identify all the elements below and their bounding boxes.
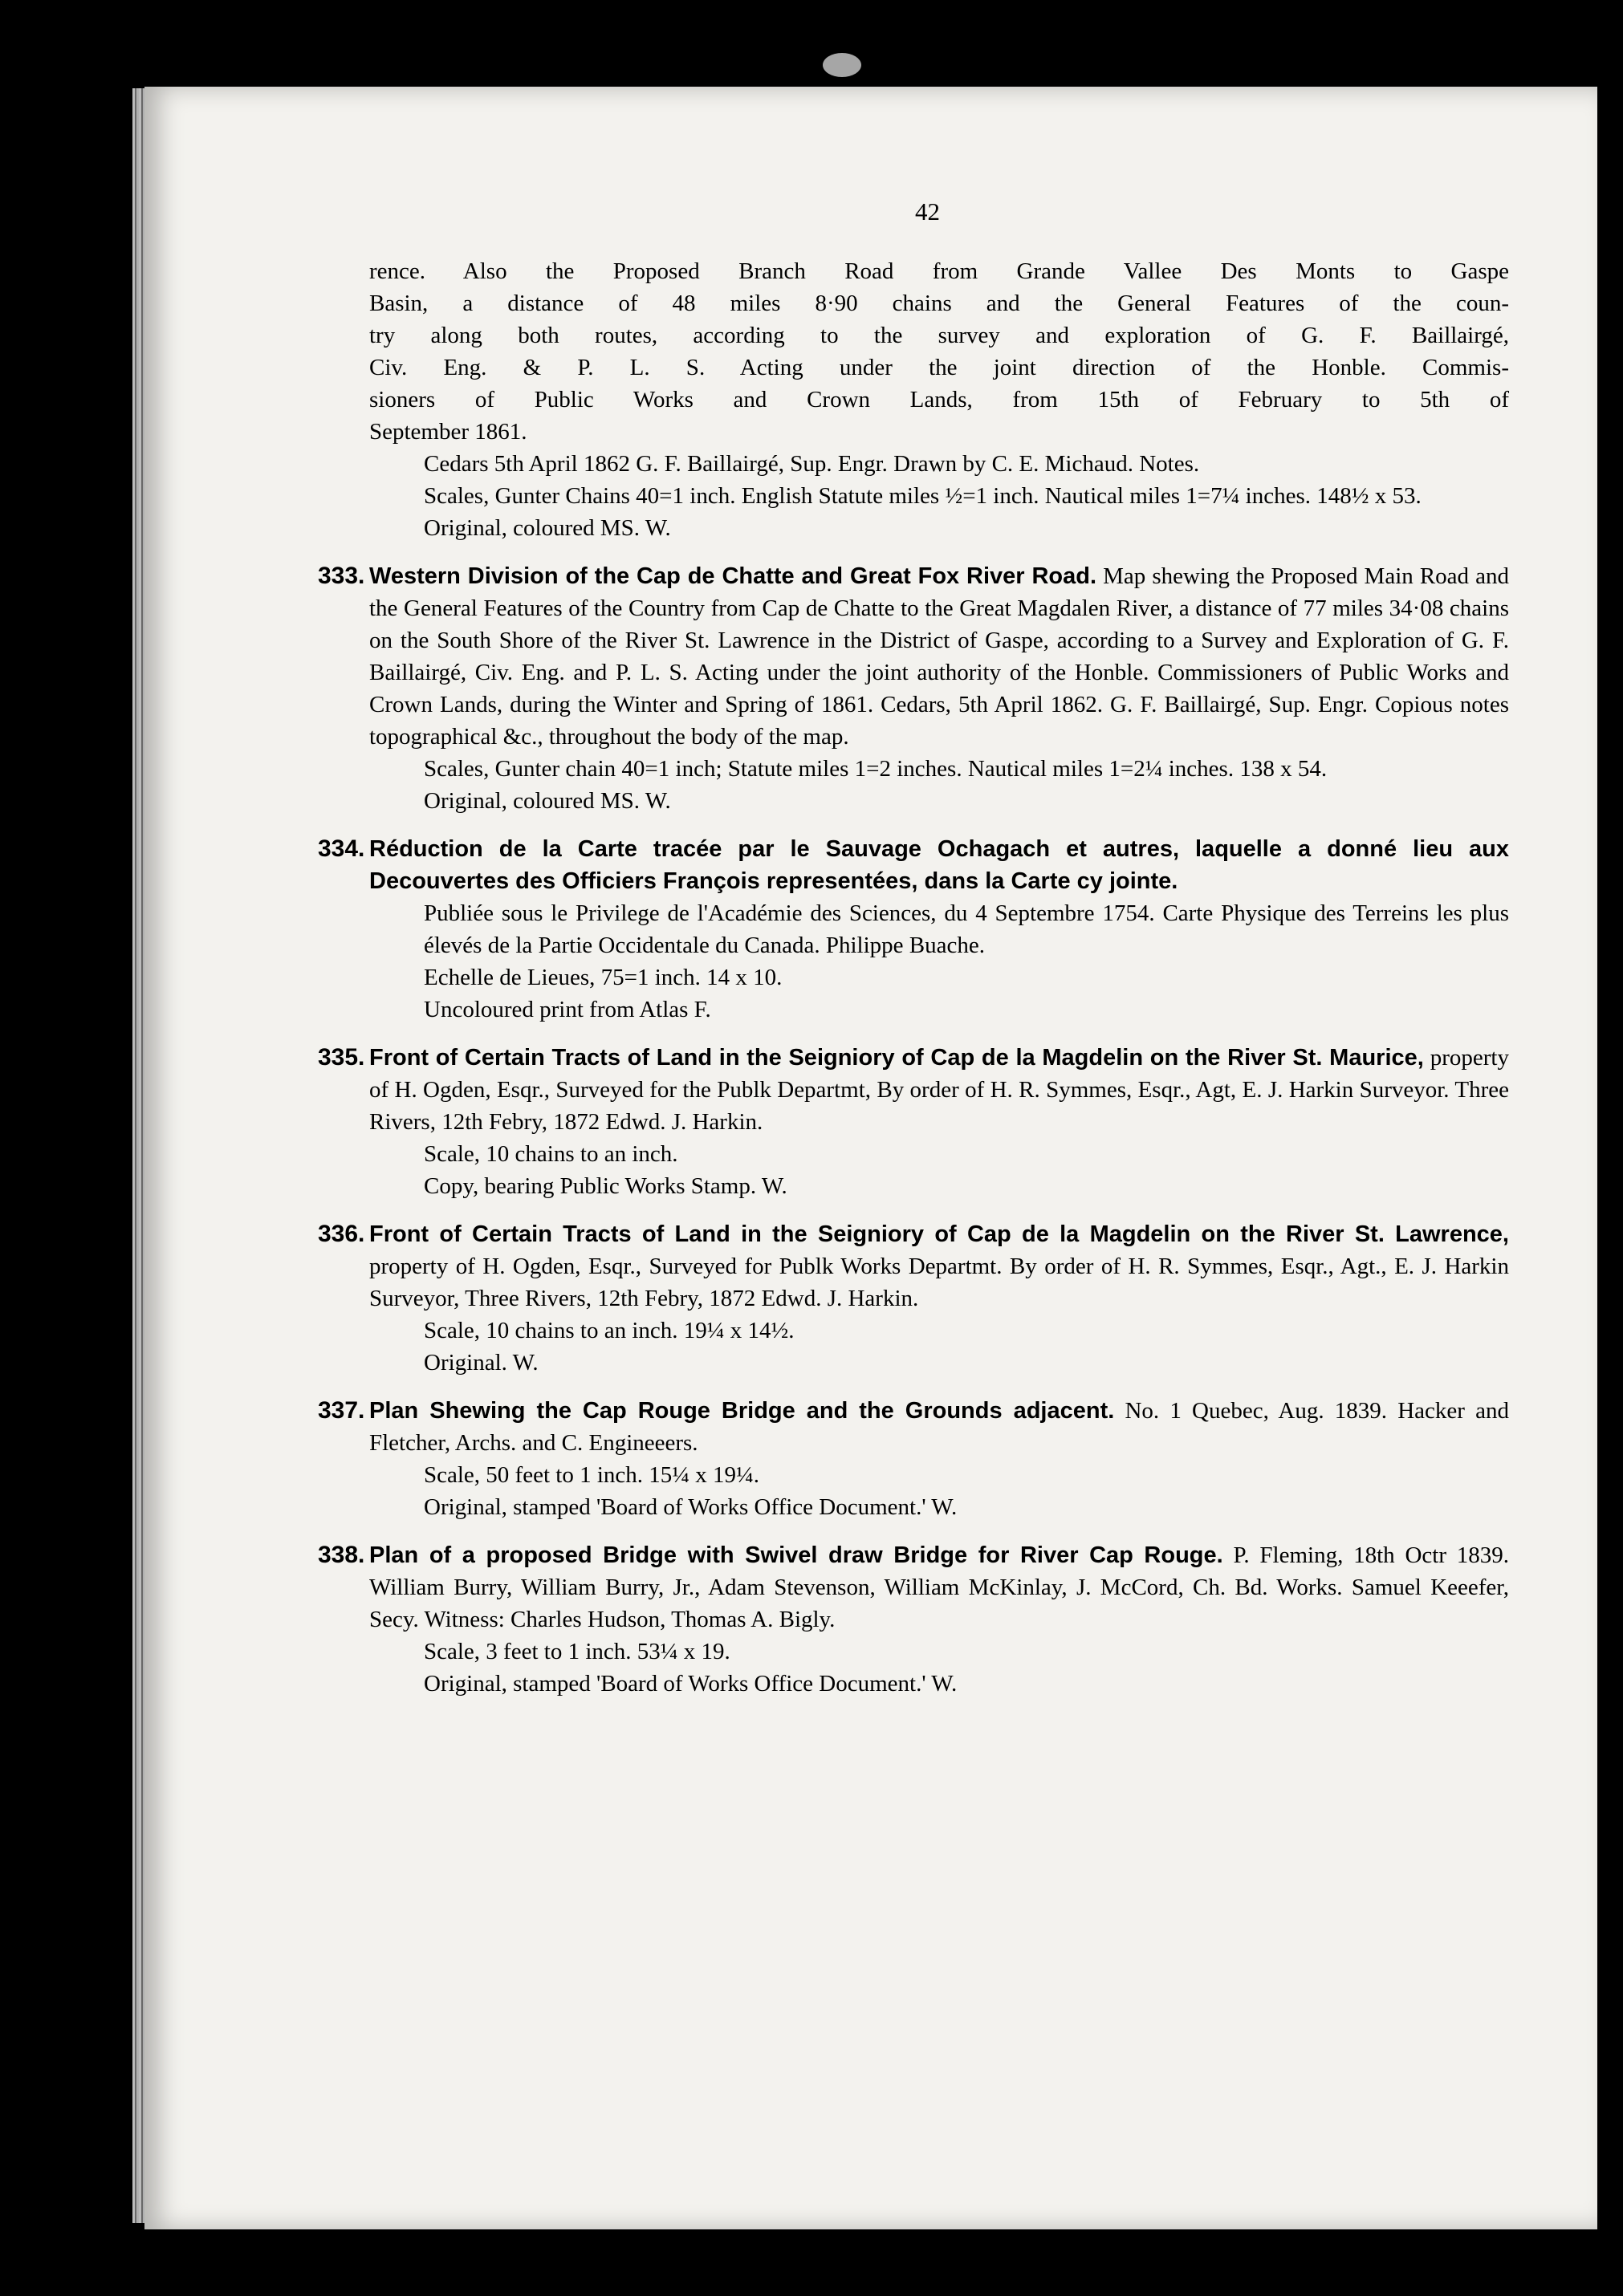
- detail-line: Echelle de Lieues, 75=1 inch. 14 x 10.: [424, 965, 783, 990]
- catalogue-entry: [318, 560, 1509, 817]
- entry-number: 333.: [318, 563, 365, 589]
- entry-body: property of H. Ogden, Esqr., Surveyed for the Publk Departmt, By order of H. R. Symmes, Esqr., Agt, E. J. Harkin Surveyor. Three Rivers, 12th Febry, 1872 Edwd. J. Harkin.: [369, 1045, 1509, 1135]
- page-number: 42: [915, 197, 940, 226]
- detail-line: Original, coloured MS. W.: [424, 515, 671, 541]
- entry-title: Plan of a proposed Bridge with Swivel draw Bridge for River Cap Rouge.: [369, 1542, 1223, 1568]
- entry-number: 335.: [318, 1044, 365, 1071]
- page-content: [318, 255, 1509, 1700]
- entry-title: Réduction de la Carte tracée par le Sauvage Ochagach et autres, laquelle a donné lieu aux Decouvertes des Officiers François representées, dans la Carte cy jointe.: [369, 836, 1509, 894]
- detail-line: Original, stamped 'Board of Works Office Document.' W.: [424, 1671, 958, 1697]
- entry-title: Front of Certain Tracts of Land in the Seigniory of Cap de la Magdelin on the River St. Maurice,: [369, 1045, 1424, 1071]
- catalogue-entry: [318, 833, 1509, 1026]
- detail-line: Scale, 3 feet to 1 inch. 53¼ x 19.: [424, 1639, 730, 1664]
- detail-line: Scale, 10 chains to an inch. 19¼ x 14½.: [424, 1318, 795, 1343]
- detail-line: Scales, Gunter chain 40=1 inch; Statute miles 1=2 inches. Nautical miles 1=2¼ inches. 138 x 54.: [424, 756, 1328, 782]
- catalogue-entry: [318, 1042, 1509, 1202]
- detail-line: Original, coloured MS. W.: [424, 788, 671, 814]
- detail-line: Scales, Gunter Chains 40=1 inch. English Statute miles ½=1 inch. Nautical miles 1=7¼ inches. 148½ x 53.: [424, 483, 1422, 509]
- catalogue-entry: [318, 1395, 1509, 1523]
- entry-title: Western Division of the Cap de Chatte and Great Fox River Road.: [369, 563, 1097, 589]
- entry-number: 337.: [318, 1397, 365, 1424]
- entry-number: 336.: [318, 1221, 365, 1247]
- continuation-line: September 1861.: [369, 419, 527, 445]
- entry-number: 334.: [318, 835, 365, 862]
- scan-artifact: [823, 53, 861, 77]
- entry-title: Front of Certain Tracts of Land in the Seigniory of Cap de la Magdelin on the River St. Lawrence,: [369, 1221, 1509, 1247]
- detail-line: Copy, bearing Public Works Stamp. W.: [424, 1173, 787, 1199]
- continuation-line: rence. Also the Proposed Branch Road from Grande Vallee Des Monts to Gaspe: [369, 258, 1509, 284]
- entry-body: Map shewing the Proposed Main Road and the General Features of the Country from Cap de Chatte to the Great Magdalen River, a distance of 77 miles 34·08 chains on the South Shore of the River St. Lawrence in the District of Gaspe, according to a Survey and Exploration of G. F. Baillairgé, Civ. Eng. and P. L. S. Acting under the joint authority of the Honble. Commissioners of Public Works and Crown Lands, during the Winter and Spring of 1861. Cedars, 5th April 1862. G. F. Baillairgé, Sup. Engr. Copious notes topographical &c., throughout the body of the map.: [369, 563, 1509, 750]
- detail-line: Uncoloured print from Atlas F.: [424, 997, 711, 1022]
- detail-line: Scale, 10 chains to an inch.: [424, 1141, 678, 1167]
- entry-body: property of H. Ogden, Esqr., Surveyed for Publk Works Departmt. By order of H. R. Symmes, Esqr., Agt., E. J. Harkin Surveyor, Three Rivers, 12th Febry, 1872 Edwd. J. Harkin.: [369, 1254, 1509, 1311]
- entry-title: Plan Shewing the Cap Rouge Bridge and the Grounds adjacent.: [369, 1398, 1115, 1424]
- entry-body: P. Fleming, 18th Octr 1839. William Burry, William Burry, Jr., Adam Stevenson, William McKinlay, J. McCord, Ch. Bd. Works. Samuel Keeefer, Secy. Witness: Charles Hudson, Thomas A. Bigly.: [369, 1542, 1509, 1632]
- detail-line: Original, stamped 'Board of Works Office Document.' W.: [424, 1494, 958, 1520]
- continuation-line: try along both routes, according to the survey and exploration of G. F. Baillairgé,: [369, 323, 1509, 348]
- detail-line: Scale, 50 feet to 1 inch. 15¼ x 19¼.: [424, 1462, 759, 1488]
- catalogue-entry: [318, 1539, 1509, 1700]
- continuation-line: sioners of Public Works and Crown Lands, from 15th of February to 5th of: [369, 387, 1509, 412]
- entry-body: Publiée sous le Privilege de l'Académie des Sciences, du 4 Septembre 1754. Carte Physique des Terreins les plus élevés de la Partie Occidentale du Canada. Philippe Buache.: [424, 900, 1509, 958]
- catalogue-entry: [318, 1218, 1509, 1379]
- continued-entry: [369, 255, 1509, 544]
- continuation-line: Civ. Eng. & P. L. S. Acting under the joint direction of the Honble. Commis-: [369, 355, 1509, 380]
- detail-line: Cedars 5th April 1862 G. F. Baillairgé, Sup. Engr. Drawn by C. E. Michaud. Notes.: [424, 451, 1200, 477]
- continuation-line: Basin, a distance of 48 miles 8·90 chains and the General Features of the coun-: [369, 291, 1509, 316]
- entry-body: No. 1 Quebec, Aug. 1839. Hacker and Fletcher, Archs. and C. Engineeers.: [369, 1398, 1509, 1456]
- detail-line: Original. W.: [424, 1350, 539, 1376]
- entry-number: 338.: [318, 1542, 365, 1568]
